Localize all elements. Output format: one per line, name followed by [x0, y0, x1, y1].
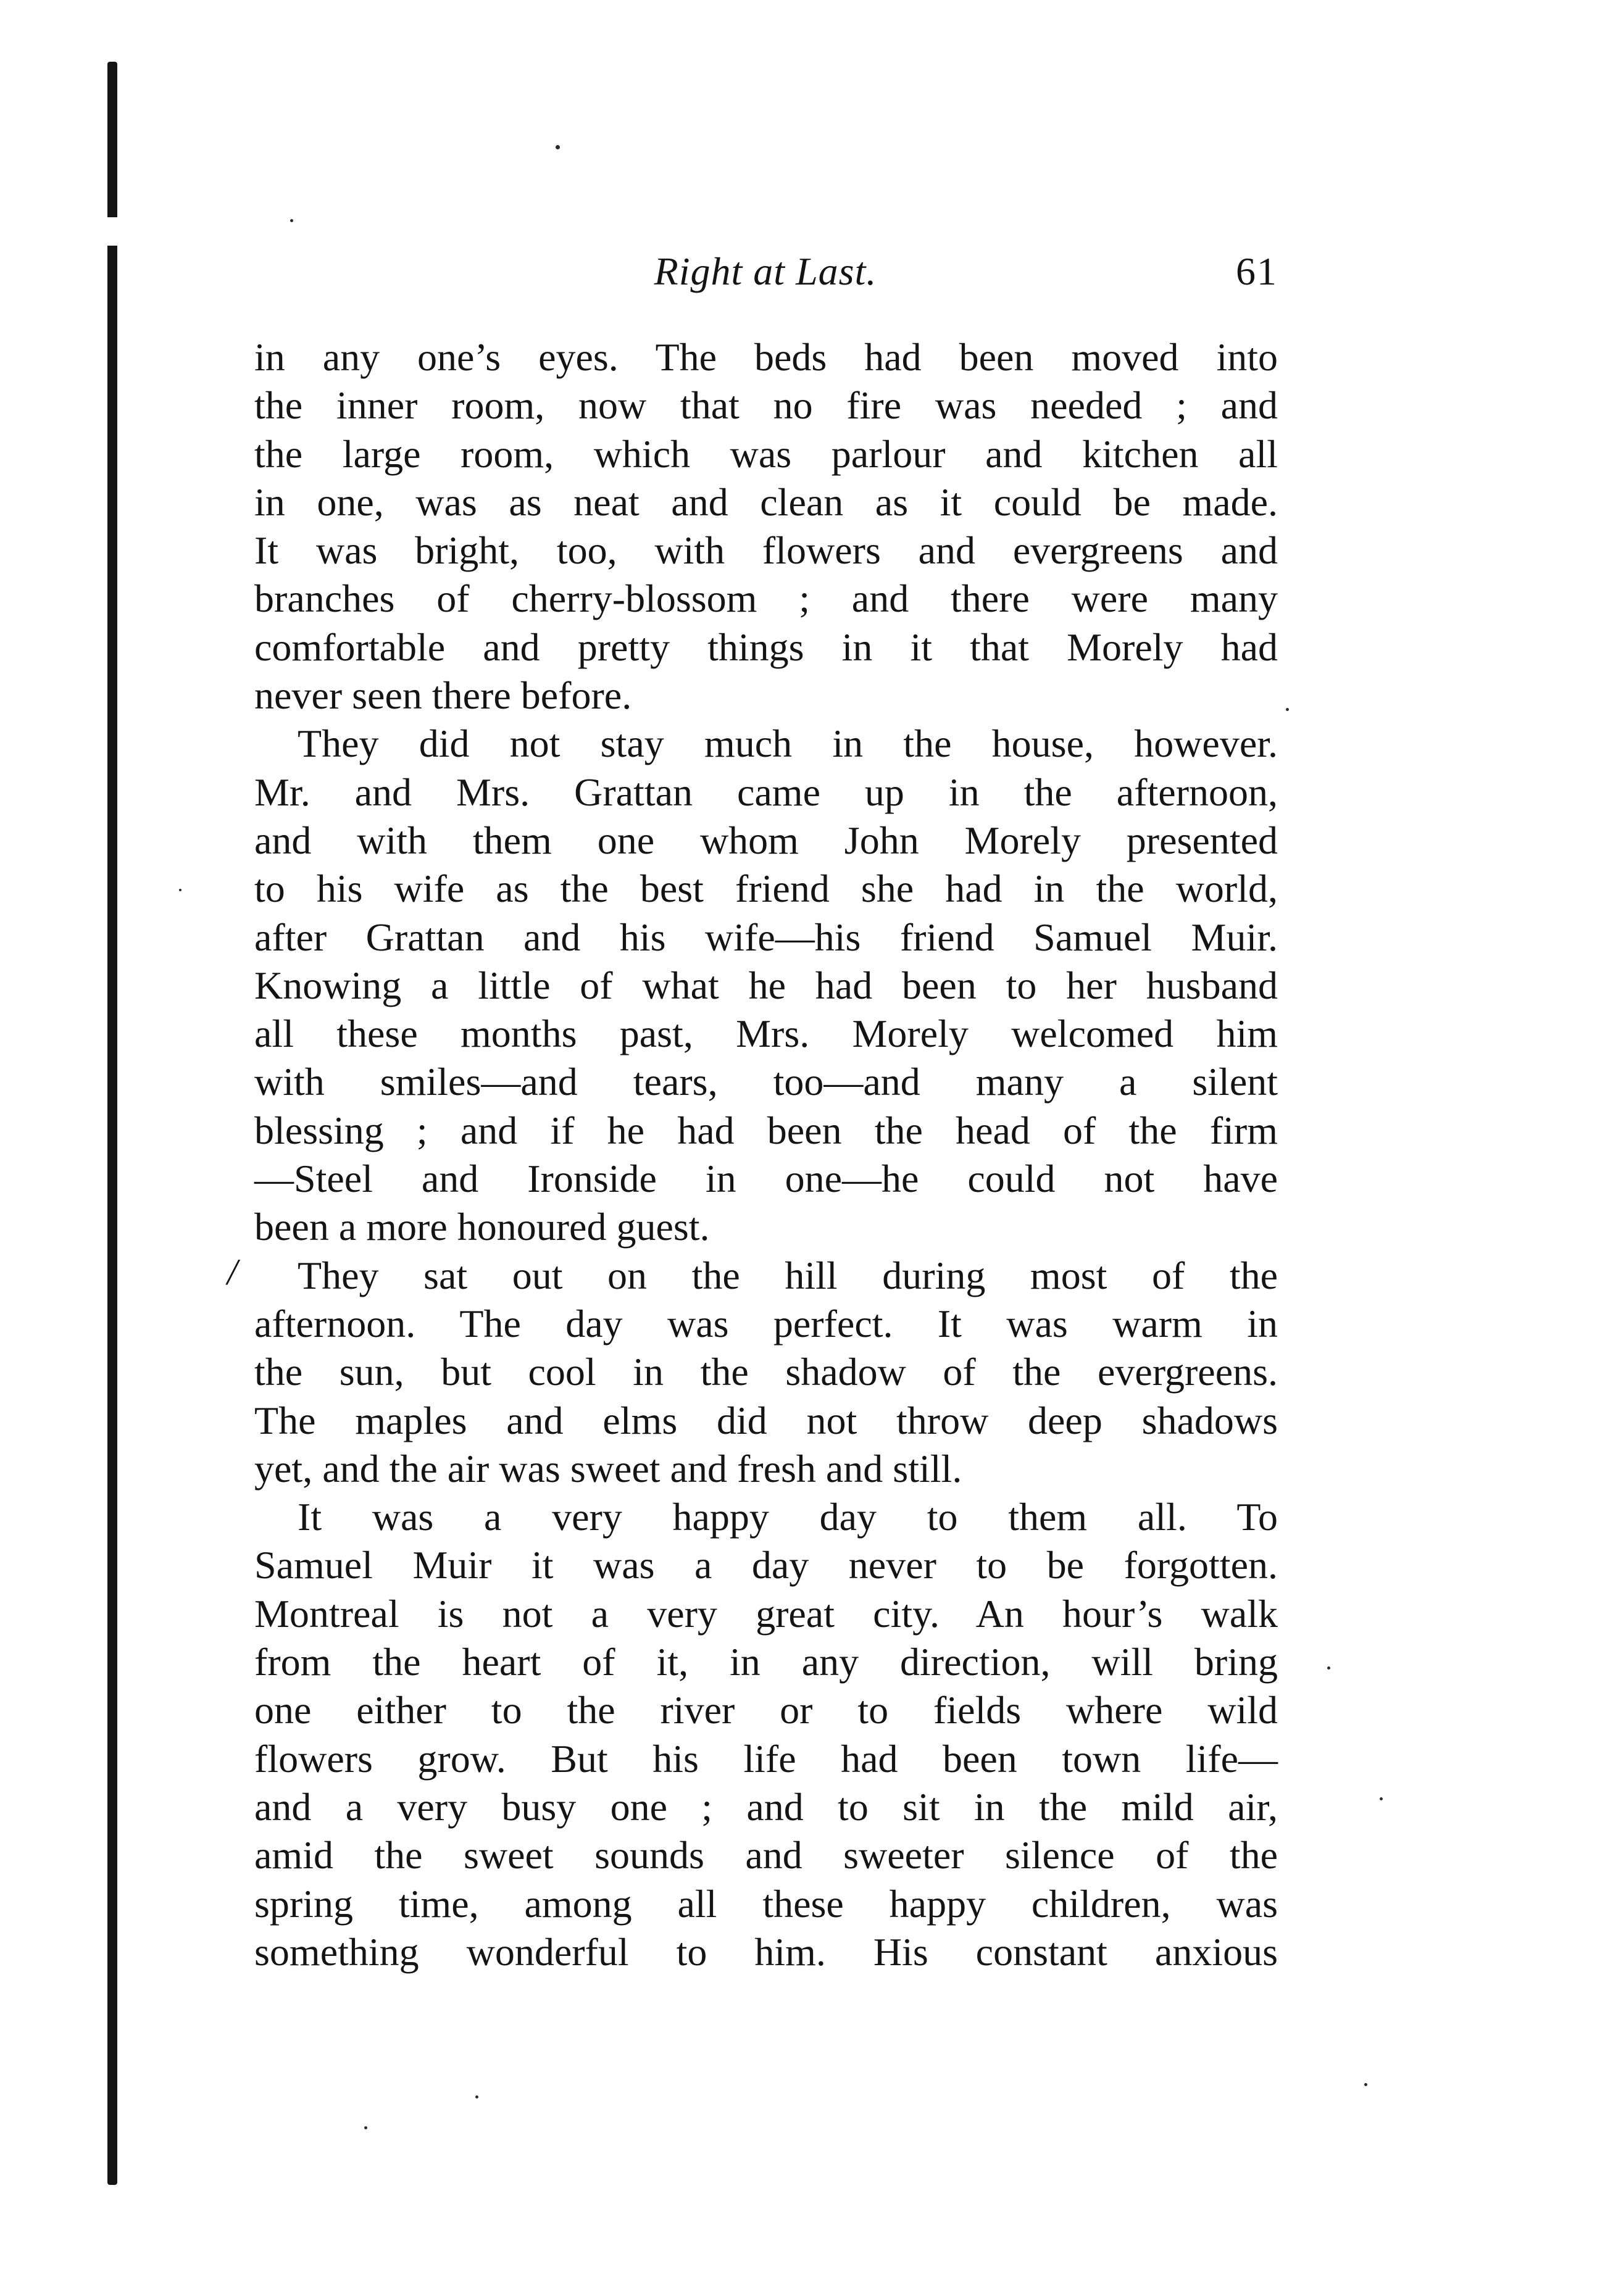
- text-line: one either to the river or to fields where wild: [254, 1688, 1278, 1732]
- text-line: with smiles—and tears, too—and many a silent: [254, 1060, 1278, 1104]
- scan-speck: [475, 2095, 478, 2098]
- scan-speck: [1286, 708, 1289, 711]
- scan-speck: [1380, 1797, 1383, 1800]
- margin-mark: /: [227, 1252, 238, 1292]
- text-line: Mr. and Mrs. Grattan came up in the afternoon,: [254, 770, 1278, 814]
- text-line: blessing ; and if he had been the head of the firm: [254, 1108, 1278, 1152]
- text-line: spring time, among all these happy children, was: [254, 1881, 1278, 1926]
- text-line: It was a very happy day to them all. To: [298, 1495, 1278, 1539]
- text-line: in any one’s eyes. The beds had been moved into: [254, 335, 1278, 379]
- scan-speck: [1364, 2083, 1367, 2086]
- text-line: They did not stay much in the house, however.: [298, 722, 1278, 766]
- text-line: after Grattan and his wife—his friend Samuel Muir.: [254, 915, 1278, 959]
- running-title: Right at Last.: [654, 249, 877, 293]
- scan-speck: [364, 2126, 367, 2129]
- text-line: Knowing a little of what he had been to her husband: [254, 963, 1278, 1007]
- text-line: comfortable and pretty things in it that Morely had: [254, 625, 1278, 669]
- text-line: Montreal is not a very great city. An hour’s walk: [254, 1591, 1278, 1636]
- page-number: 61: [1236, 249, 1278, 293]
- binding-edge: [107, 62, 117, 2185]
- text-line: and with them one whom John Morely presented: [254, 818, 1278, 862]
- text-line: all these months past, Mrs. Morely welcomed him: [254, 1012, 1278, 1056]
- text-line: —Steel and Ironside in one—he could not have: [254, 1157, 1278, 1201]
- text-line: been a more honoured guest.: [254, 1205, 710, 1249]
- text-line: amid the sweet sounds and sweeter silence of the: [254, 1833, 1278, 1878]
- body-text: [254, 333, 1278, 1976]
- scan-speck: [556, 145, 560, 149]
- text-line: in one, was as neat and clean as it could be made.: [254, 480, 1278, 524]
- text-line: something wonderful to him. His constant anxious: [254, 1929, 1278, 1974]
- text-line: The maples and elms did not throw deep shadows: [254, 1398, 1278, 1442]
- text-line: yet, and the air was sweet and fresh and still.: [254, 1446, 962, 1491]
- text-line: It was bright, too, with flowers and evergreens and: [254, 528, 1278, 573]
- running-head: [253, 244, 1278, 299]
- text-line: the sun, but cool in the shadow of the evergreens.: [254, 1350, 1278, 1394]
- text-line: the large room, which was parlour and kitchen all: [254, 431, 1278, 476]
- text-line: flowers grow. But his life had been town life—: [254, 1736, 1278, 1781]
- scan-speck: [179, 889, 181, 891]
- text-line: Samuel Muir it was a day never to be forgotten.: [254, 1543, 1278, 1587]
- text-line: and a very busy one ; and to sit in the mild air,: [254, 1784, 1278, 1829]
- scan-speck: [290, 219, 293, 222]
- text-line: afternoon. The day was perfect. It was warm in: [254, 1301, 1278, 1346]
- text-line: from the heart of it, in any direction, will bring: [254, 1640, 1278, 1684]
- text-line: branches of cherry-blossom ; and there were many: [254, 576, 1278, 621]
- text-line: to his wife as the best friend she had in the world,: [254, 867, 1278, 911]
- scan-speck: [1327, 1666, 1330, 1670]
- binding-edge-gap: [107, 217, 117, 246]
- text-line: never seen there before.: [254, 673, 632, 718]
- text-line: the inner room, now that no fire was needed ; and: [254, 383, 1278, 428]
- text-line: They sat out on the hill during most of the: [298, 1253, 1278, 1297]
